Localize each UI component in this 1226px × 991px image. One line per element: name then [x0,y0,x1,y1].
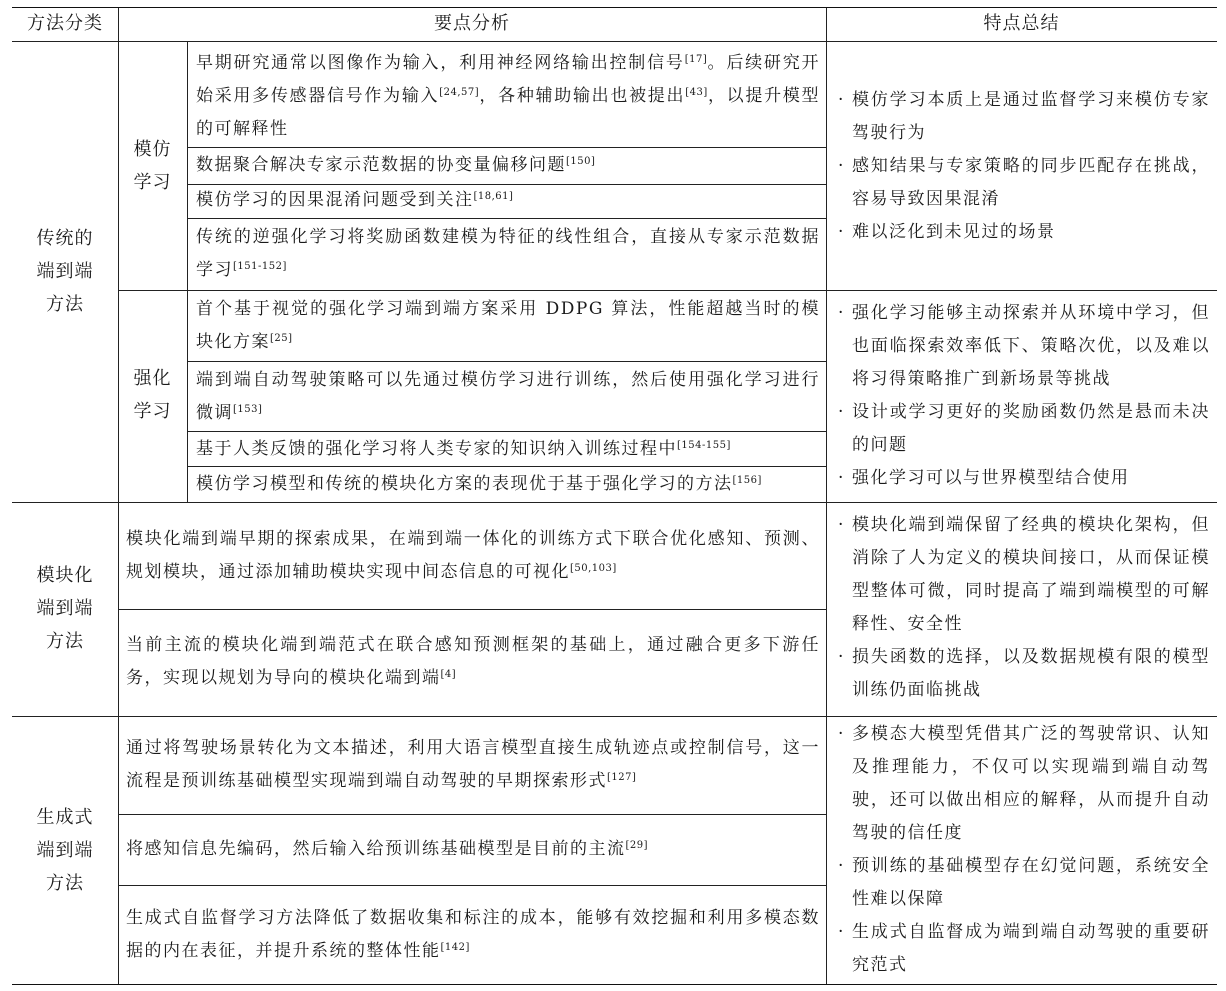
analysis-cell: 基于人类反馈的强化学习将人类专家的知识纳入训练过程中[154-155] [196,439,731,459]
subgroup-label-imitation-learning: 模仿 学习 [133,139,172,193]
header-feature-summary: 特点总结 [983,13,1060,34]
summary-item: · 感知结果与专家策略的同步匹配存在挑战，容易导致因果混淆 [838,156,1210,209]
summary-item: · 难以泛化到未见过的场景 [838,222,1056,242]
summary-cell-imitation [836,84,1210,249]
analysis-cell: 生成式自监督学习方法降低了数据收集和标注的成本，能够有效挖掘和利用多模态数据的内在表征，并提升系统的整体性能[142] [126,908,820,961]
summary-item: · 损失函数的选择，以及数据规模有限的模型训练仍面临挑战 [838,647,1210,700]
subgroup-rule [118,290,1217,291]
analysis-cell: 端到端自动驾驶策略可以先通过模仿学习进行训练，然后使用强化学习进行微调[153] [196,370,820,423]
row-rule [187,361,826,362]
summary-item: · 预训练的基础模型存在幻觉问题，系统安全性难以保障 [838,856,1210,909]
group-rule-1 [12,502,1217,503]
analysis-cell: 首个基于视觉的强化学习端到端方案采用 DDPG 算法，性能超越当时的模块化方案[25] [196,299,820,352]
summary-cell-reinforcement [836,297,1210,495]
summary-item: · 模仿学习本质上是通过监督学习来模仿专家驾驶行为 [838,90,1210,143]
row-rule [118,885,826,886]
col-rule [826,8,827,984]
header-method-category: 方法分类 [27,13,103,34]
group-label-generative: 生成式 端到端 方法 [36,807,94,894]
analysis-cell: 模仿学习的因果混淆问题受到关注[18,61] [196,190,514,210]
summary-item: · 生成式自监督成为端到端自动驾驶的重要研究范式 [838,922,1210,975]
row-rule [187,218,826,219]
row-rule [187,466,826,467]
header-bottom-rule [12,41,1217,42]
row-rule [118,609,826,610]
analysis-cell: 早期研究通常以图像作为输入，利用神经网络输出控制信号[17]。后续研究开始采用多传感器信号作为输入[24,57]，各种辅助输出也被提出[43]，以提升模型的可解释性 [196,53,821,139]
analysis-cell: 通过将驾驶场景转化为文本描述，利用大语言模型直接生成轨迹点或控制信号，这一流程是预训练基础模型实现端到端自动驾驶的早期探索形式[127] [126,738,820,791]
summary-item: · 模块化端到端保留了经典的模块化架构，但消除了人为定义的模块间接口，从而保证模型整体可微，同时提高了端到端模型的可解释性、安全性 [838,515,1210,634]
summary-item: · 强化学习可以与世界模型结合使用 [838,468,1130,488]
group-label-modular: 模块化 端到端 方法 [36,565,94,652]
subgroup-label-reinforcement-learning: 强化 学习 [133,368,172,422]
group-label-traditional: 传统的 端到端 方法 [36,228,94,315]
row-rule [187,431,826,432]
analysis-cell: 模仿学习模型和传统的模块化方案的表现优于基于强化学习的方法[156] [196,474,762,494]
analysis-cell: 模块化端到端早期的探索成果，在端到端一体化的训练方式下联合优化感知、预测、规划模块，通过添加辅助模块实现中间态信息的可视化[50,103] [126,529,820,582]
summary-item: · 多模态大模型凭借其广泛的驾驶常识、认知及推理能力，不仅可以实现端到端自动驾驶，还可以做出相应的解释，从而提升自动驾驶的信任度 [838,724,1210,843]
row-rule [118,814,826,815]
table-top-rule [12,7,1217,8]
analysis-cell: 传统的逆强化学习将奖励函数建模为特征的线性组合，直接从专家示范数据学习[151-152] [196,227,820,280]
col-rule [187,42,188,502]
summary-item: · 设计或学习更好的奖励函数仍然是悬而未决的问题 [838,402,1210,455]
analysis-cell: 将感知信息先编码，然后输入给预训练基础模型是目前的主流[29] [126,839,649,859]
row-rule [187,147,826,148]
group-rule-2 [12,716,1217,717]
table-bottom-rule [12,984,1217,985]
summary-cell-generative [836,718,1210,982]
analysis-cell: 数据聚合解决专家示范数据的协变量偏移问题[150] [196,155,596,175]
summary-cell-modular [836,509,1210,707]
analysis-cell: 当前主流的模块化端到端范式在联合感知预测框架的基础上，通过融合更多下游任务，实现以规划为导向的模块化端到端[4] [126,635,820,688]
summary-item: · 强化学习能够主动探索并从环境中学习，但也面临探索效率低下、策略次优，以及难以将习得策略推广到新场景等挑战 [838,303,1210,389]
header-key-analysis: 要点分析 [434,13,510,34]
